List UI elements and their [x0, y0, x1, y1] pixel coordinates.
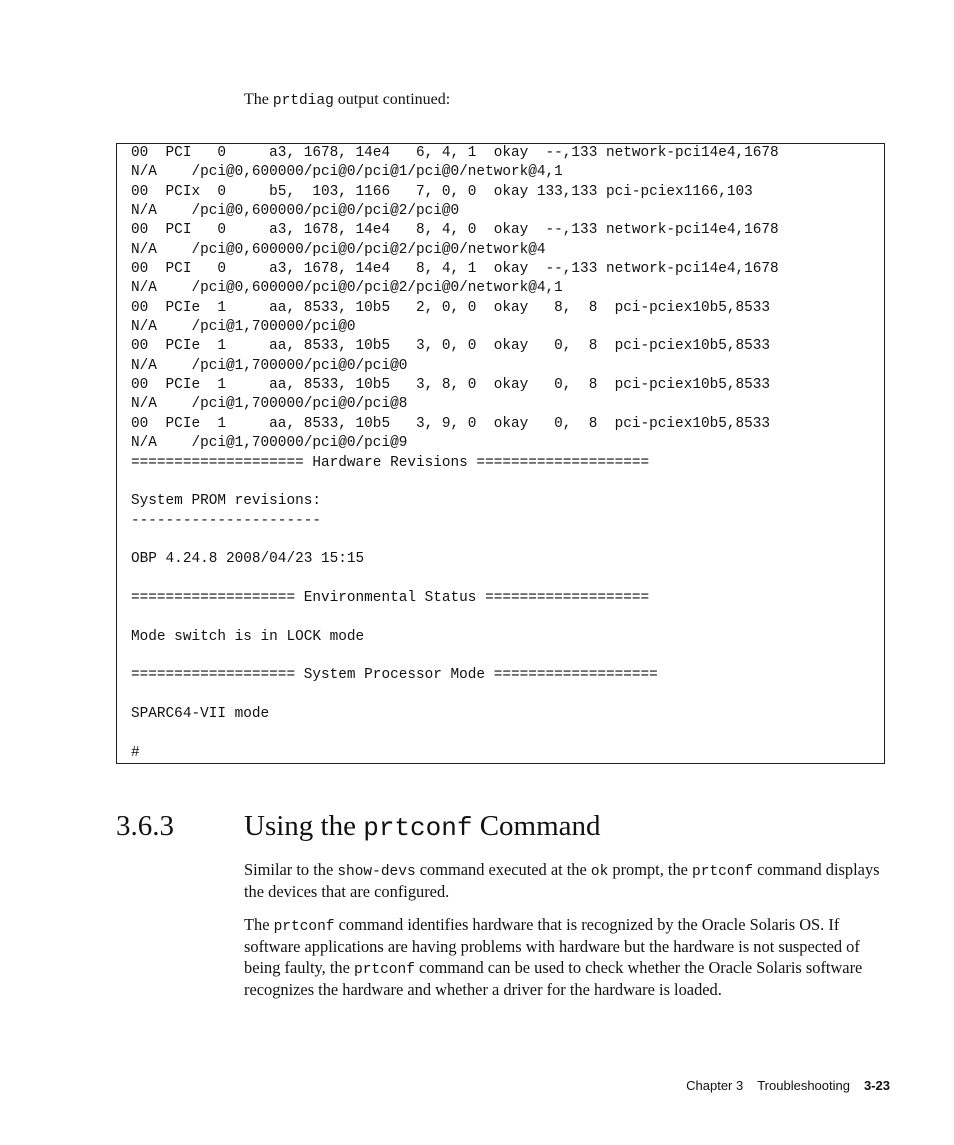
p2-command-prtconf-1: prtconf — [273, 919, 335, 935]
p1-text-3: prompt, the — [608, 860, 693, 879]
p1-command-prtconf: prtconf — [692, 864, 753, 880]
code-line: N/A /pci@1,700000/pci@0/pci@9 — [131, 435, 408, 452]
code-line: N/A /pci@0,600000/pci@0/pci@2/pci@0/network@4,1 — [131, 280, 563, 297]
code-line: OBP 4.24.8 2008/04/23 15:15 — [131, 551, 365, 568]
section-title-before: Using the — [244, 810, 364, 842]
prtdiag-output — [131, 144, 884, 763]
footer-chapter: Chapter 3 — [686, 1078, 744, 1093]
p1-text-1: Similar to the — [244, 860, 338, 879]
code-line: 00 PCI 0 a3, 1678, 14e4 6, 4, 1 okay --,133 network-pci14e4,1678 — [131, 145, 779, 161]
code-line: =================== Environmental Status =================== — [131, 589, 650, 606]
section-title-command: prtconf — [363, 813, 473, 843]
code-line: SPARC64-VII mode — [131, 705, 270, 722]
page-number: 3-23 — [863, 1078, 890, 1093]
code-line: System PROM revisions: — [131, 493, 321, 510]
code-line: N/A /pci@1,700000/pci@0/pci@0 — [131, 357, 408, 374]
p2-text-2: command identifies hardware that is recognized by the Oracle Solaris OS. If software applications are having problems with hardware but the hardware is not suspected of being faulty, the — [244, 915, 860, 977]
p2-command-prtconf-2: prtconf — [354, 961, 415, 978]
code-line: 00 PCI 0 a3, 1678, 14e4 8, 4, 1 okay --,133 network-pci14e4,1678 — [131, 261, 779, 278]
p1-text-2: command executed at the — [415, 860, 591, 879]
section-heading — [116, 806, 601, 848]
code-line: N/A /pci@1,700000/pci@0/pci@8 — [131, 396, 408, 413]
p1-text-4: command displays the devices that are configured. — [244, 860, 880, 902]
section-number: 3.6.3 — [116, 810, 174, 842]
code-line: ---------------------- — [131, 512, 321, 529]
p2-text-3: command can be used to check whether the Oracle Solaris software recognizes the hardware and whether a driver for the hardware is loaded. — [244, 957, 863, 999]
intro-line — [244, 90, 450, 111]
intro-command: prtdiag — [272, 93, 334, 109]
code-line: =================== System Processor Mode =================== — [131, 667, 658, 684]
intro-text-after: output continued: — [333, 91, 451, 108]
code-line: 00 PCIx 0 b5, 103, 1166 7, 0, 0 okay 133,133 pci-pciex1166,103 — [131, 183, 753, 200]
code-line: Mode switch is in LOCK mode — [131, 628, 365, 645]
code-line: N/A /pci@0,600000/pci@0/pci@2/pci@0 — [131, 203, 460, 220]
code-line: 00 PCI 0 a3, 1678, 14e4 8, 4, 0 okay --,133 network-pci14e4,1678 — [131, 222, 779, 239]
page-footer — [686, 1078, 890, 1093]
code-output-box — [116, 143, 885, 764]
paragraph-identifies — [244, 915, 892, 1000]
code-line: 00 PCIe 1 aa, 8533, 10b5 2, 0, 0 okay 8, 8 pci-pciex10b5,8533 — [131, 299, 771, 316]
code-line: 00 PCIe 1 aa, 8533, 10b5 3, 9, 0 okay 0, 8 pci-pciex10b5,8533 — [131, 415, 771, 432]
p1-command-show-devs: show-devs — [337, 864, 416, 880]
code-line: 00 PCIe 1 aa, 8533, 10b5 3, 8, 0 okay 0, 8 pci-pciex10b5,8533 — [131, 377, 771, 394]
footer-section: Troubleshooting — [757, 1078, 850, 1093]
p2-text-1: The — [244, 915, 274, 934]
section-title-after: Command — [472, 810, 601, 842]
p1-command-ok: ok — [590, 864, 609, 880]
intro-text-before: The — [244, 91, 273, 108]
paragraph-similar — [244, 860, 892, 903]
code-line: # — [131, 744, 140, 761]
code-line: N/A /pci@0,600000/pci@0/pci@1/pci@0/network@4,1 — [131, 164, 563, 181]
code-line: N/A /pci@1,700000/pci@0 — [131, 319, 356, 336]
code-line: 00 PCIe 1 aa, 8533, 10b5 3, 0, 0 okay 0, 8 pci-pciex10b5,8533 — [131, 338, 771, 355]
code-line: N/A /pci@0,600000/pci@0/pci@2/pci@0/network@4 — [131, 241, 546, 258]
code-line: ==================== Hardware Revisions ==================== — [131, 454, 650, 471]
